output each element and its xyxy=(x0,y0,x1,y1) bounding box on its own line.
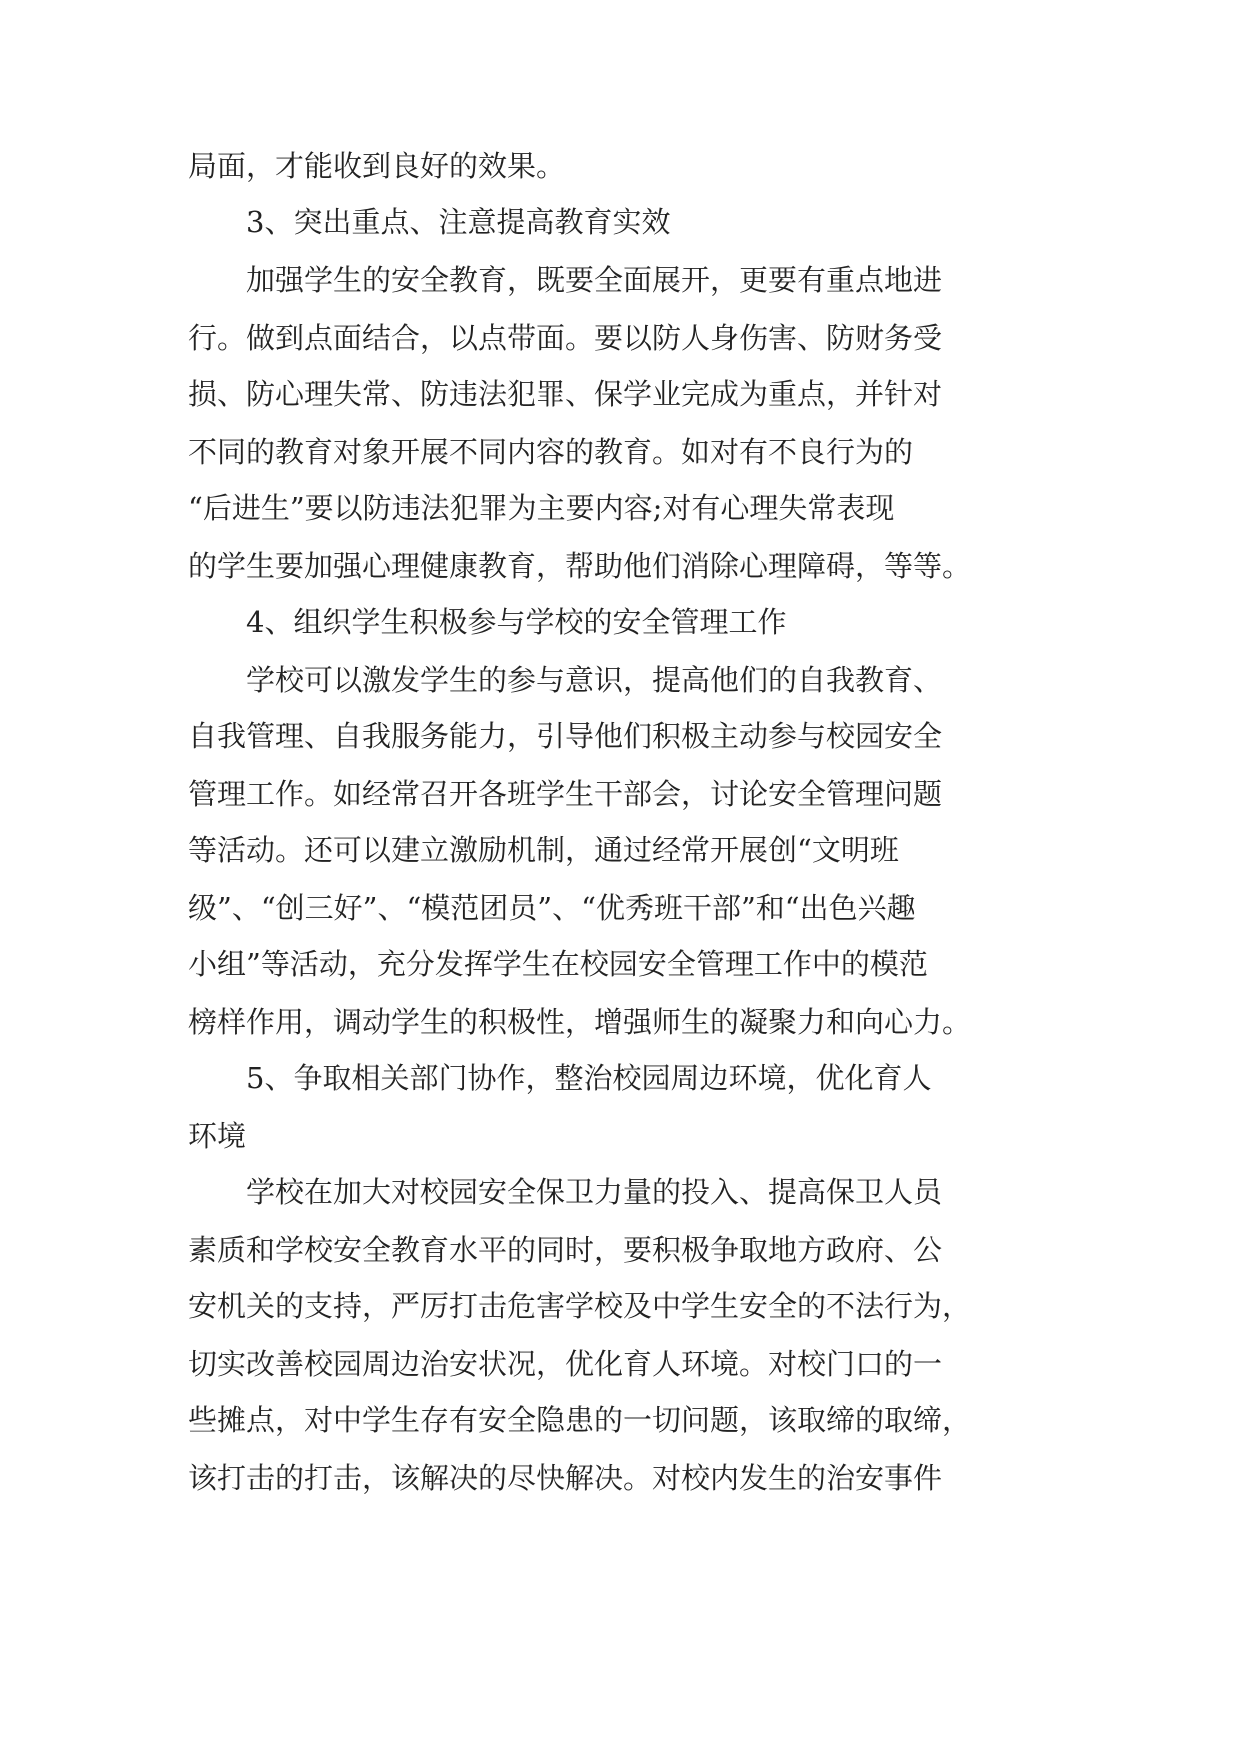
text-line: 损、防心理失常、防违法犯罪、保学业完成为重点，并针对 xyxy=(188,377,943,411)
section-heading-5: 5、争取相关部门协作，整治校园周边环境，优化育人 xyxy=(246,1061,932,1095)
text-line: 素质和学校安全教育水平的同时，要积极争取地方政府、公 xyxy=(188,1233,943,1267)
text-line: 管理工作。如经常召开各班学生干部会，讨论安全管理问题 xyxy=(188,777,943,811)
text-line: 等活动。还可以建立激励机制，通过经常开展创“文明班 xyxy=(188,833,899,867)
text-line: 的学生要加强心理健康教育，帮助他们消除心理障碍，等等。 xyxy=(188,549,972,583)
section-heading-5-continued: 环境 xyxy=(188,1119,247,1153)
text-line: “后进生”要以防违法犯罪为主要内容;对有心理失常表现 xyxy=(188,491,895,525)
text-line: 该打击的打击，该解决的尽快解决。对校内发生的治安事件 xyxy=(188,1461,943,1495)
section-heading-3: 3、突出重点、注意提高教育实效 xyxy=(246,205,671,239)
section-heading-4: 4、组织学生积极参与学校的安全管理工作 xyxy=(246,605,787,639)
text-line: 安机关的支持，严厉打击危害学校及中学生安全的不法行为， xyxy=(188,1289,972,1323)
paragraph-first-line: 学校在加大对校园安全保卫力量的投入、提高保卫人员 xyxy=(246,1175,943,1209)
text-line: 不同的教育对象开展不同内容的教育。如对有不良行为的 xyxy=(188,435,914,469)
text-line: 小组”等活动，充分发挥学生在校园安全管理工作中的模范 xyxy=(188,947,928,981)
text-line: 自我管理、自我服务能力，引导他们积极主动参与校园安全 xyxy=(188,719,943,753)
text-line: 些摊点，对中学生存有安全隐患的一切问题，该取缔的取缔， xyxy=(188,1403,972,1437)
text-line: 切实改善校园周边治安状况，优化育人环境。对校门口的一 xyxy=(188,1347,943,1381)
paragraph-first-line: 学校可以激发学生的参与意识，提高他们的自我教育、 xyxy=(246,663,943,697)
text-line: 行。做到点面结合，以点带面。要以防人身伤害、防财务受 xyxy=(188,321,943,355)
text-line: 榜样作用，调动学生的积极性，增强师生的凝聚力和向心力。 xyxy=(188,1005,972,1039)
text-line: 局面，才能收到良好的效果。 xyxy=(188,149,566,183)
paragraph-first-line: 加强学生的安全教育，既要全面展开，更要有重点地进 xyxy=(246,263,943,297)
text-line: 级”、“创三好”、“模范团员”、“优秀班干部”和“出色兴趣 xyxy=(188,891,916,925)
